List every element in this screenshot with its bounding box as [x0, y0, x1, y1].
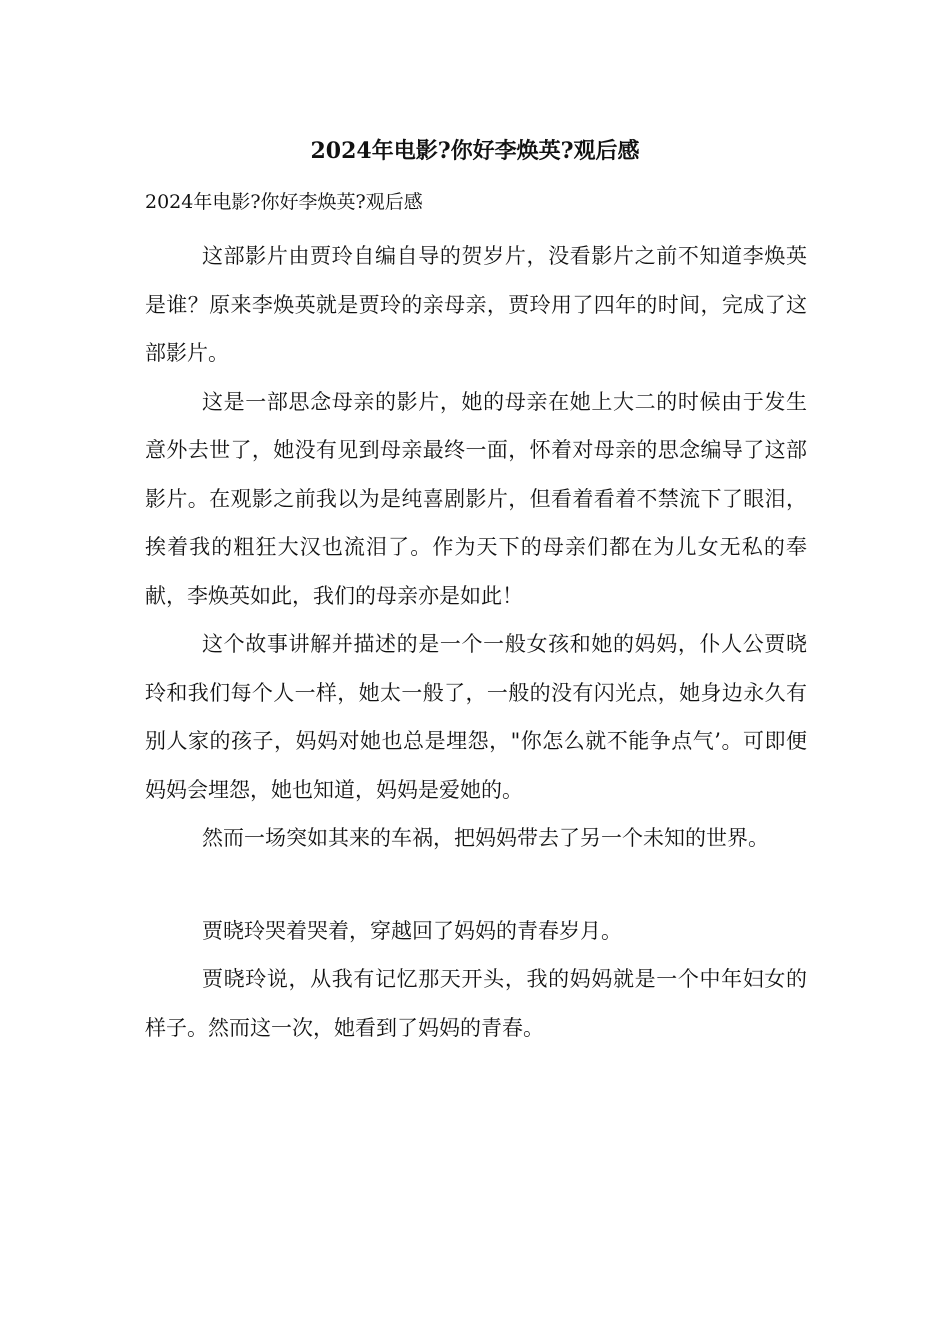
document-subtitle: 2024年电影?你好李焕英?观后感 — [145, 191, 423, 213]
document-title: 2024年电影?你好李焕英?观后感 — [310, 138, 640, 164]
paragraph-3: 这个故事讲解并描述的是一个一般女孩和她的妈妈，仆人公贾晓玲和我们每个人一样，她太一般了，一般的没有闪光点，她身边永久有别人家的孩子，妈妈对她也总是埋怨，"你怎么就不能争点气’。可即便妈妈会埋怨，她也知道，妈妈是爱她的。 — [145, 632, 807, 802]
paragraph-2: 这是一部思念母亲的影片，她的母亲在她上大二的时候由于发生意外去世了，她没有见到母亲最终一面，怀着对母亲的思念编导了这部影片。在观影之前我以为是纯喜剧影片，但看着看着不禁流下了眼泪，挨着我的粗狂大汉也流泪了。作为天下的母亲们都在为儿女无私的奉献，李焕英如此，我们的母亲亦是如此！ — [145, 389, 807, 608]
paragraph-4: 然而一场突如其来的车祸，把妈妈带去了另一个未知的世界。 — [202, 826, 769, 850]
document-body — [145, 232, 807, 1052]
paragraph-1: 这部影片由贾玲自编自导的贺岁片，没看影片之前不知道李焕英是谁？原来李焕英就是贾玲的亲母亲，贾玲用了四年的时间，完成了这部影片。 — [145, 244, 807, 365]
paragraph-5: 贾晓玲哭着哭着，穿越回了妈妈的青春岁月。 — [202, 918, 622, 943]
paragraph-6: 贾晓玲说，从我有记忆那天开头，我的妈妈就是一个中年妇女的样子。然而这一次，她看到了妈妈的青春。 — [145, 967, 807, 1040]
